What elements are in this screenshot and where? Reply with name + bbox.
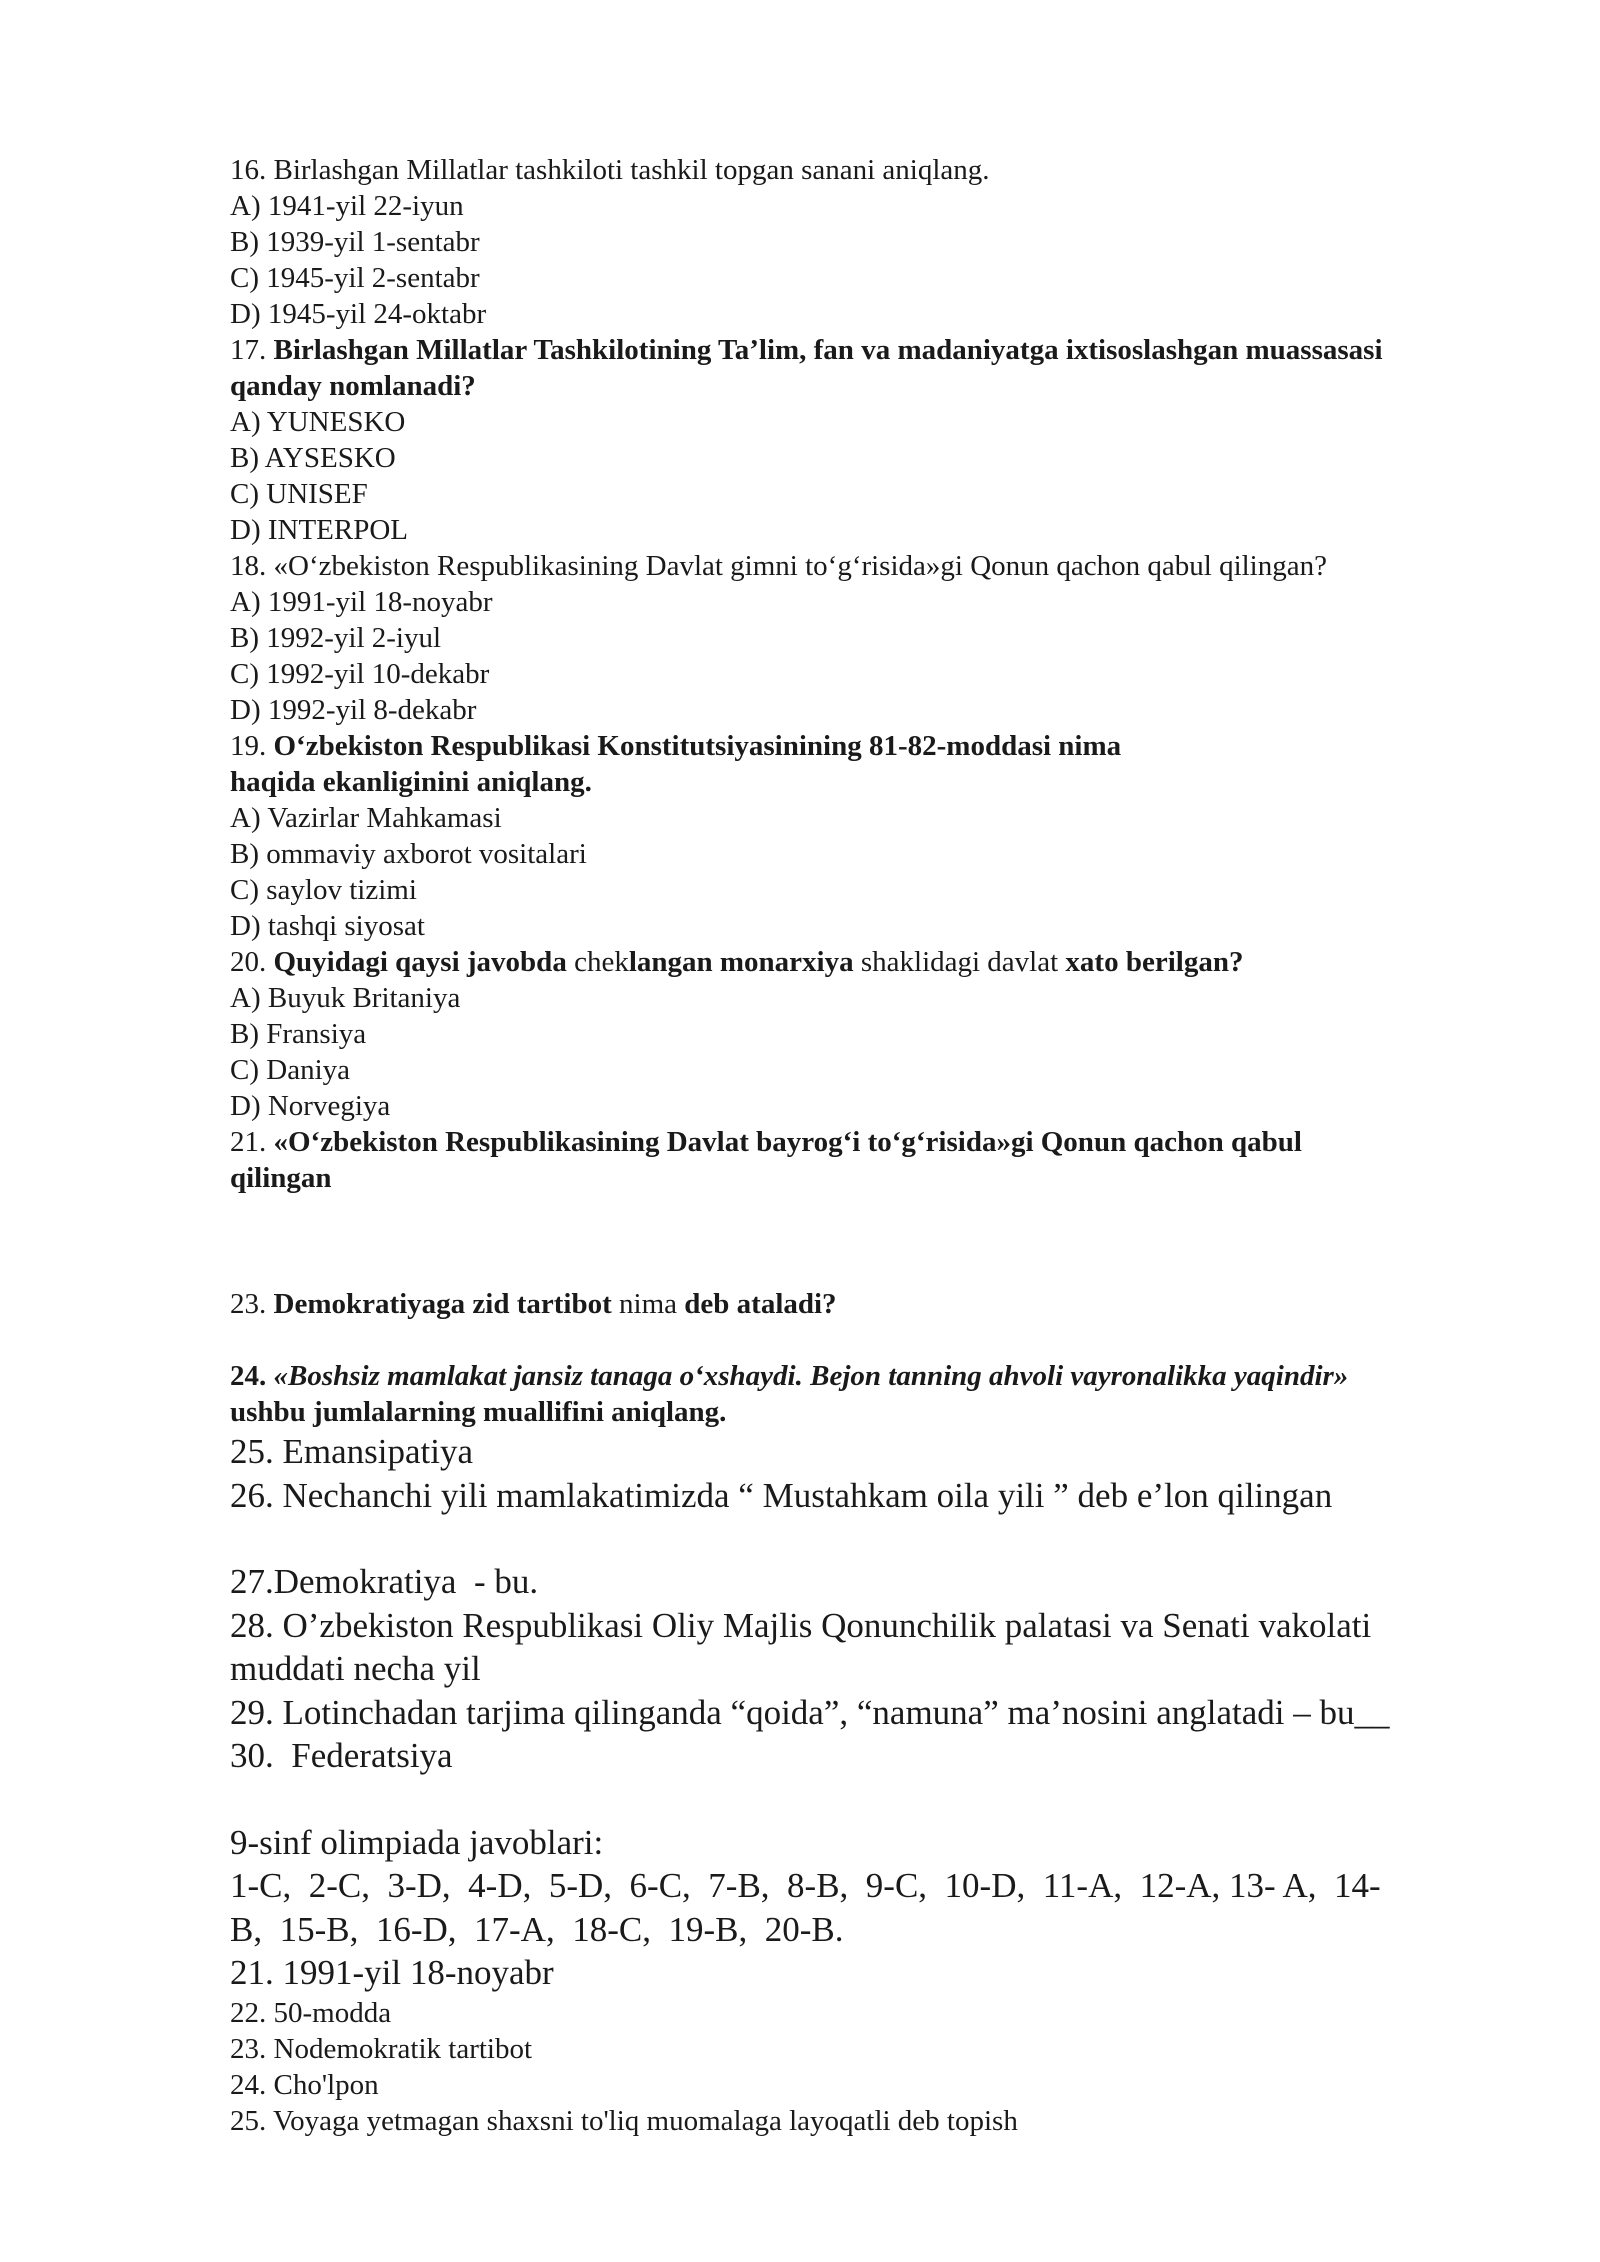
option-d: D) 1992-yil 8-dekabr <box>230 694 477 726</box>
question-19 <box>230 728 1490 764</box>
question-number: 18. <box>230 550 274 582</box>
question-20 <box>230 944 1490 980</box>
answer-21: 21. 1991-yil 18-noyabr <box>230 1953 554 1992</box>
question-30: 30. Federatsiya <box>230 1736 453 1775</box>
question-text-bold: langan monarxiya <box>628 946 854 978</box>
question-text: qilingan <box>230 1162 332 1194</box>
question-21 <box>230 1124 1490 1160</box>
option-c: C) 1945-yil 2-sentabr <box>230 262 480 294</box>
answer-24: 24. Cho'lpon <box>230 2068 379 2101</box>
question-18 <box>230 548 1490 584</box>
option-d: D) Norvegiya <box>230 1090 391 1122</box>
question-28: 28. O’zbekiston Respublikasi Oliy Majlis Qonunchilik palatasi va Senati vakolati <box>230 1605 1372 1645</box>
option-b: B) 1939-yil 1-sentabr <box>230 226 480 258</box>
option-d: D) 1945-yil 24-oktabr <box>230 298 487 330</box>
question-24 <box>230 1358 1490 1394</box>
question-21-continued <box>230 1160 1490 1196</box>
question-text-bold: Quyidagi qaysi javobda <box>273 946 567 978</box>
question-text: nima <box>611 1288 685 1320</box>
question-number: 20. <box>230 946 274 978</box>
option-d: D) INTERPOL <box>230 514 409 546</box>
answers-title: 9-sinf olimpiada javoblari: <box>230 1822 604 1862</box>
question-number: 23. <box>230 1288 274 1320</box>
blank-space <box>230 1322 1490 1358</box>
question-17 <box>230 332 1490 368</box>
option-b: B) 1992-yil 2-iyul <box>230 622 442 654</box>
option-a: A) Vazirlar Mahkamasi <box>230 802 502 834</box>
question-text: haqida ekanliginini aniqlang. <box>230 766 592 798</box>
answers-line-1: 1-C, 2-C, 3-D, 4-D, 5-D, 6-C, 7-B, 8-B, 9-C, 10-D, 11-A, 12-A, 13- A, 14- <box>230 1866 1381 1905</box>
question-text: shaklidagi davlat <box>853 946 1066 978</box>
option-a: A) Buyuk Britaniya <box>230 982 461 1014</box>
option-b: B) ommaviy axborot vositalari <box>230 838 587 870</box>
question-text: Birlashgan Millatlar tashkiloti tashkil topgan sanani aniqlang. <box>273 154 990 186</box>
question-text-bold: deb ataladi? <box>684 1288 837 1320</box>
question-number: 19. <box>230 730 274 762</box>
answer-22: 22. 50-modda <box>230 1996 392 2029</box>
question-29: 29. Lotinchadan tarjima qilinganda “qoida”, “namuna” ma’nosini anglatadi – bu__ <box>230 1692 1390 1732</box>
option-c: C) Daniya <box>230 1054 350 1086</box>
question-28-continued: muddati necha yil <box>230 1649 481 1688</box>
question-text: chek <box>566 946 629 978</box>
option-c: C) UNISEF <box>230 478 368 510</box>
option-a: A) 1991-yil 18-noyabr <box>230 586 493 618</box>
question-number: 17. <box>230 334 274 366</box>
answers-line-2: B, 15-B, 16-D, 17-A, 18-C, 19-B, 20-B. <box>230 1909 844 1949</box>
question-number: 21. <box>230 1126 274 1158</box>
question-text: «O‘zbekiston Respublikasining Davlat gimni to‘g‘risida»gi Qonun qachon qabul qilingan? <box>273 550 1327 582</box>
option-d: D) tashqi siyosat <box>230 910 425 942</box>
question-19-continued <box>230 764 1490 800</box>
option-a: A) YUNESKO <box>230 406 406 438</box>
option-c: C) saylov tizimi <box>230 874 417 906</box>
blank-space <box>230 1517 1490 1560</box>
question-text-bold: xato berilgan? <box>1065 946 1244 978</box>
question-number: 24. <box>230 1360 274 1392</box>
question-16 <box>230 152 1490 188</box>
question-24-continued <box>230 1394 1490 1430</box>
blank-space <box>230 1778 1490 1821</box>
option-b: B) AYSESKO <box>230 442 396 474</box>
question-text: «O‘zbekiston Respublikasining Davlat bayrog‘i to‘g‘risida»gi Qonun qachon qabul <box>273 1126 1302 1158</box>
question-number: 16. <box>230 154 274 186</box>
question-text-bold: Demokratiyaga zid tartibot <box>273 1288 612 1320</box>
question-text: ushbu jumlalarning muallifini aniqlang. <box>230 1396 727 1428</box>
question-quote: «Boshsiz mamlakat jansiz tanaga o‘xshaydi. Bejon tanning ahvoli vayronalikka yaqindir» <box>273 1360 1349 1392</box>
question-25: 25. Emansipatiya <box>230 1432 474 1471</box>
answer-25: 25. Voyaga yetmagan shaxsni to'liq muomalaga layoqatli deb topish <box>230 2104 1018 2137</box>
option-a: A) 1941-yil 22-iyun <box>230 190 464 222</box>
option-c: C) 1992-yil 10-dekabr <box>230 658 490 690</box>
answer-23: 23. Nodemokratik tartibot <box>230 2032 533 2065</box>
question-text: qanday nomlanadi? <box>230 370 476 402</box>
question-26: 26. Nechanchi yili mamlakatimizda “ Mustahkam oila yili ” deb e’lon qilingan <box>230 1475 1333 1515</box>
question-17-continued <box>230 368 1490 404</box>
blank-space <box>230 1196 1490 1286</box>
option-b: B) Fransiya <box>230 1018 367 1050</box>
question-text: O‘zbekiston Respublikasi Konstitutsiyasinining 81-82-moddasi nima <box>273 730 1122 762</box>
question-23 <box>230 1286 1490 1322</box>
question-text: Birlashgan Millatlar Tashkilotining Ta’lim, fan va madaniyatga ixtisoslashgan muassasasi <box>273 334 1383 366</box>
question-27: 27.Demokratiya - bu. <box>230 1562 539 1601</box>
document-page <box>230 152 1490 2139</box>
